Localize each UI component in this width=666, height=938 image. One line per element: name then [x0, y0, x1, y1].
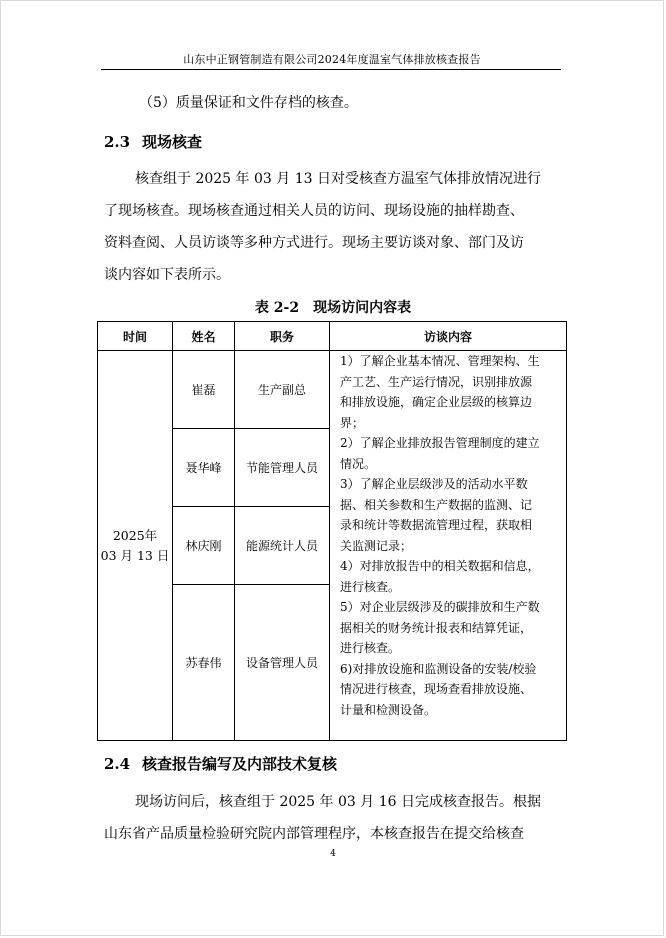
content-line: 5）对企业层级涉及的碳排放和生产数 [340, 600, 540, 614]
paragraph-line: 资料查阅、人员访谈等多种方式进行。现场主要访谈对象、部门及访 [104, 235, 524, 251]
name-cell: 林庆刚 [173, 507, 235, 585]
paragraph-line: 谈内容如下表所示。 [104, 267, 230, 283]
column-header-time: 时间 [98, 322, 173, 351]
content-line: 3）了解企业层级涉及的活动水平数 [340, 477, 528, 491]
section-number: 2.3 [104, 133, 131, 151]
paragraph-line: 山东省产品质量检验研究院内部管理程序，本核查报告在提交给核查 [104, 826, 524, 842]
content-line: 进行核查。 [340, 641, 401, 655]
content-line: 产工艺、生产运行情况，识别排放源 [340, 374, 533, 389]
content-line: 计量和检测设备。 [340, 702, 437, 717]
date-day: 03 月 13 日 [100, 547, 170, 563]
page-header-title: 山东中正钢管制造有限公司2024年度温室气体排放核查报告 [183, 53, 481, 66]
section-heading-2-3 [104, 131, 202, 152]
section-heading-2-4 [104, 753, 337, 774]
position-cell: 能源统计人员 [235, 507, 330, 585]
date-year: 2025年 [112, 527, 158, 543]
table-row [98, 351, 567, 429]
content-line: 情况。 [340, 456, 377, 471]
position-cell: 生产副总 [235, 351, 330, 429]
content-line: 录和统计等数据流管理过程，获取相 [340, 518, 533, 532]
table-header-row [98, 322, 567, 351]
interview-content-cell [330, 351, 567, 741]
paragraph-line: 了现场核查。现场核查通过相关人员的访问、现场设施的抽样勘查、 [104, 203, 524, 219]
column-header-position: 职务 [235, 322, 330, 351]
content-line: 2）了解企业排放报告管理制度的建立 [340, 436, 540, 450]
visit-table [97, 321, 567, 741]
content-line: 和排放设施，确定企业层级的核算边 [340, 395, 533, 409]
content-line: 6)对排放设施和监测设备的安装/校验 [340, 661, 537, 676]
column-header-interview-content: 访谈内容 [330, 322, 567, 351]
paragraph-line: 现场访问后，核查组于 2025 年 03 月 16 日完成核查报告。根据 [135, 794, 541, 810]
section-title: 现场核查 [142, 133, 203, 151]
content-line: 1）了解企业基本情况、管理架构、生 [340, 354, 540, 368]
content-line: 据相关的财务统计报表和结算凭证， [340, 620, 533, 635]
content-line: 界； [340, 415, 365, 430]
section-title: 核查报告编写及内部技术复核 [142, 755, 338, 773]
content-line: 情况进行核查，现场查看排放设施、 [340, 682, 533, 696]
content-line: 关监测记录； [340, 538, 413, 553]
position-cell: 节能管理人员 [235, 429, 330, 507]
column-header-name: 姓名 [173, 322, 235, 351]
content-line: 进行核查。 [340, 579, 401, 594]
name-cell: 苏春伟 [173, 585, 235, 741]
content-line: 4）对排放报告中的相关数据和信息， [340, 559, 540, 573]
position-cell: 设备管理人员 [235, 585, 330, 741]
content-line: 据、相关参数和生产数据的监测、记 [340, 497, 533, 512]
name-cell: 聂华峰 [173, 429, 235, 507]
name-cell: 崔磊 [173, 351, 235, 429]
section-number: 2.4 [104, 755, 131, 773]
header-rule [101, 69, 561, 70]
page-number: 4 [330, 849, 336, 859]
paragraph-line: 核查组于 2025 年 03 月 13 日对受核查方温室气体排放情况进行 [135, 171, 541, 187]
date-cell [98, 351, 173, 741]
table-caption: 表 2-2 现场访问内容表 [254, 300, 412, 316]
paragraph-quality-assurance: （5）质量保证和文件存档的核查。 [139, 95, 358, 111]
